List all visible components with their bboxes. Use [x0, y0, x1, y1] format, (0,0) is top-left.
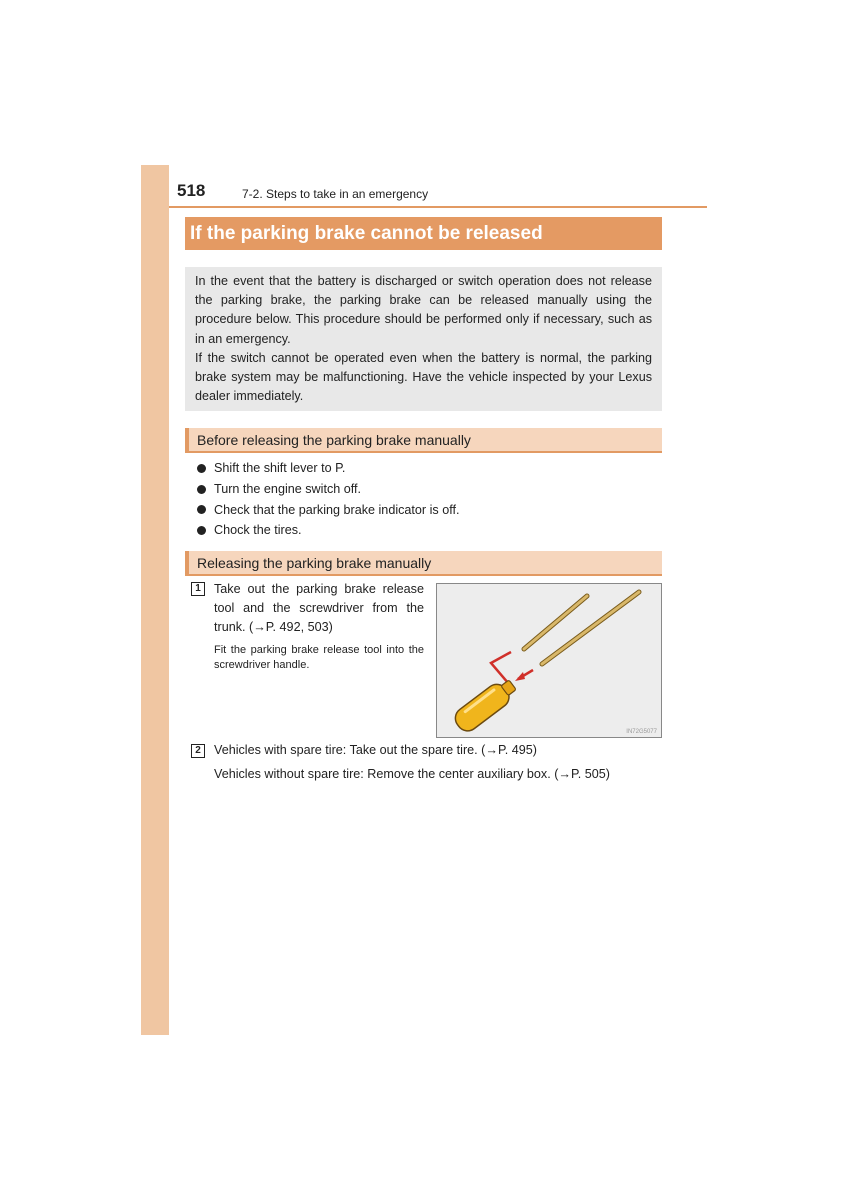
- bullet-icon: [197, 505, 206, 514]
- release-tool-illustration: [436, 583, 662, 738]
- before-section-heading: Before releasing the parking brake manually: [185, 428, 662, 453]
- page-side-tab: [141, 165, 169, 1035]
- list-item: Shift the shift lever to P.: [197, 458, 459, 479]
- figure-code: IN72G5077: [626, 729, 657, 735]
- step-1-text: Take out the parking brake release tool and the screwdriver from the trunk. (→P. 492, 503): [214, 582, 424, 635]
- page-title: If the parking brake cannot be released: [185, 217, 662, 250]
- list-item: Turn the engine switch off.: [197, 479, 459, 500]
- header-rule: [169, 206, 707, 208]
- before-checklist: [197, 458, 459, 541]
- release-section-heading: Releasing the parking brake manually: [185, 551, 662, 576]
- section-label: 7-2. Steps to take in an emergency: [242, 187, 429, 201]
- step-2-number: 2: [191, 744, 205, 758]
- bullet-icon: [197, 526, 206, 535]
- page-number: 518: [177, 181, 206, 200]
- step-2-text-2: Vehicles without spare tire: Remove the center auxiliary box. (→P. 505): [214, 767, 610, 781]
- step-1-number: 1: [191, 582, 205, 596]
- list-item: Chock the tires.: [197, 520, 459, 541]
- step-1-note: Fit the parking brake release tool into the screwdriver handle.: [214, 644, 424, 671]
- step-2-text-1: Vehicles with spare tire: Take out the spare tire. (→P. 495): [214, 743, 537, 757]
- intro-box: [185, 267, 662, 411]
- intro-paragraph-2: If the switch cannot be operated even when the battery is normal, the parking brake system may be malfunctioning. Have the vehicle inspected by your Lexus dealer immediately.: [195, 350, 652, 404]
- bullet-icon: [197, 464, 206, 473]
- list-item: Check that the parking brake indicator is off.: [197, 500, 459, 521]
- screwdriver-and-tool-icon: [437, 584, 661, 737]
- bullet-icon: [197, 485, 206, 494]
- intro-paragraph-1: In the event that the battery is discharged or switch operation does not release the parking brake, the parking brake can be released manually using the procedure below. This procedure should be performed only if necessary, such as in an emergency.: [195, 274, 652, 346]
